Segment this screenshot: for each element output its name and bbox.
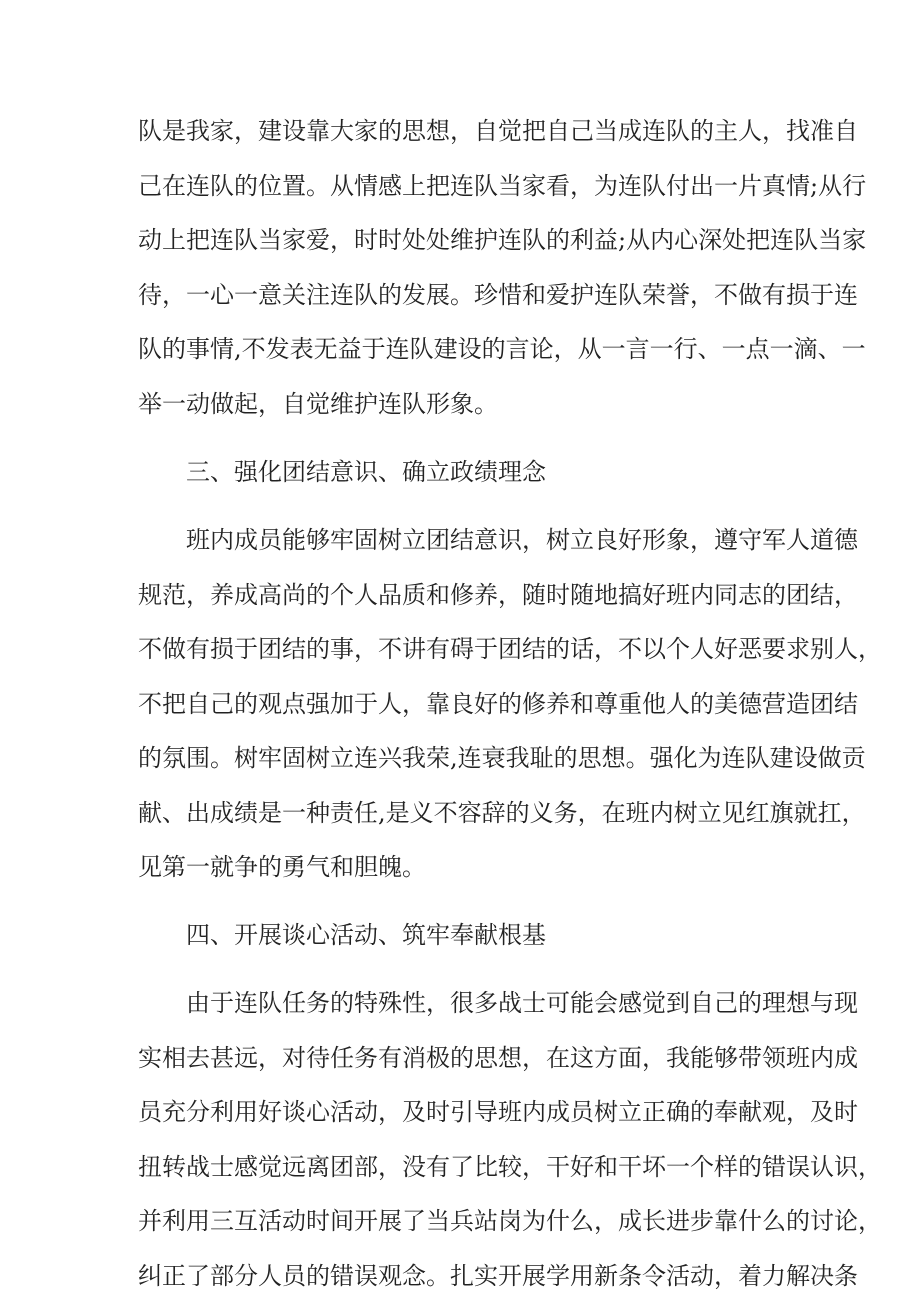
paragraph-3-line-2: 实相去甚远，对待任务有消极的思想，在这方面，我能够带领班内成 <box>138 1044 858 1072</box>
paragraph-1-line-3: 动上把连队当家爱，时时处处维护连队的利益;从内心深处把连队当家 <box>138 226 867 254</box>
paragraph-2-line-3: 不做有损于团结的事，不讲有碍于团结的话，不以个人好恶要求别人， <box>138 635 882 663</box>
section-heading-3: 三、强化团结意识、确立政绩理念 <box>186 458 546 486</box>
paragraph-2-line-5: 的氛围。树牢固树立连兴我荣,连衰我耻的思想。强化为连队建设做贡 <box>138 744 866 772</box>
paragraph-1-line-4: 待，一心一意关注连队的发展。珍惜和爱护连队荣誉，不做有损于连 <box>138 281 858 309</box>
paragraph-3-line-1: 由于连队任务的特殊性，很多战士可能会感觉到自己的理想与现 <box>186 989 858 1017</box>
paragraph-2-line-7: 见第一就争的勇气和胆魄。 <box>138 853 426 881</box>
paragraph-1-line-5: 队的事情,不发表无益于连队建设的言论，从一言一行、一点一滴、一 <box>138 335 866 363</box>
paragraph-1-line-6: 举一动做起，自觉维护连队形象。 <box>138 390 498 418</box>
paragraph-3-line-3: 员充分利用好谈心活动，及时引导班内成员树立正确的奉献观，及时 <box>138 1098 858 1126</box>
paragraph-2-line-1: 班内成员能够牢固树立团结意识，树立良好形象，遵守军人道德 <box>186 526 858 554</box>
paragraph-2-line-4: 不把自己的观点强加于人，靠良好的修养和尊重他人的美德营造团结 <box>138 690 858 718</box>
paragraph-1-line-1: 队是我家，建设靠大家的思想，自觉把自己当成连队的主人，找准自 <box>138 117 858 145</box>
paragraph-3-line-6: 纠正了部分人员的错误观念。扎实开展学用新条令活动，着力解决条 <box>138 1262 858 1290</box>
section-heading-4: 四、开展谈心活动、筑牢奉献根基 <box>186 921 546 949</box>
paragraph-2-line-2: 规范，养成高尚的个人品质和修养，随时随地搞好班内同志的团结， <box>138 581 858 609</box>
paragraph-1-line-2: 己在连队的位置。从情感上把连队当家看，为连队付出一片真情;从行 <box>138 172 867 200</box>
paragraph-3-line-4: 扭转战士感觉远离团部，没有了比较，干好和干坏一个样的错误认识， <box>138 1153 882 1181</box>
paragraph-3-line-5: 并利用三互活动时间开展了当兵站岗为什么，成长进步靠什么的讨论， <box>138 1207 882 1235</box>
paragraph-2-line-6: 献、出成绩是一种责任,是义不容辞的义务，在班内树立见红旗就扛， <box>138 799 866 827</box>
